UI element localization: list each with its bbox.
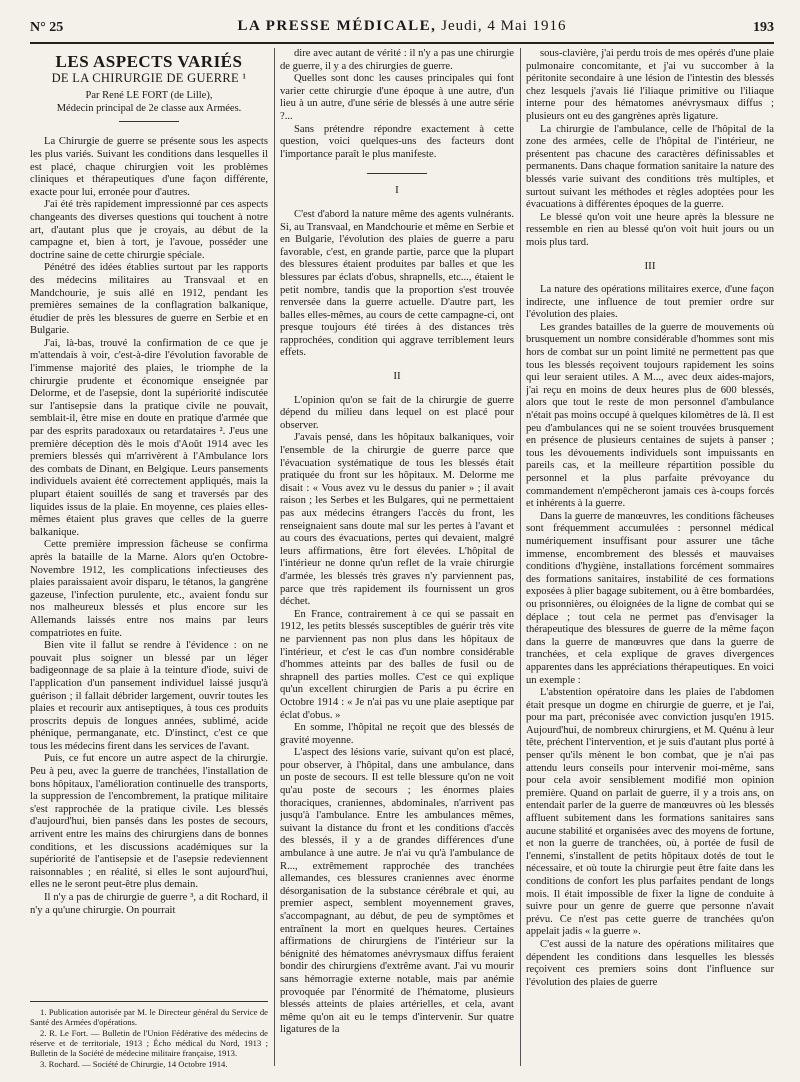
paragraph: L'opinion qu'on se fait de la chirurgie de guerre dépend du milieu dans lequel on est placé pour observer. (280, 394, 514, 431)
issue-date: Jeudi, 4 Mai 1916 (441, 18, 567, 34)
paragraph: En somme, l'hôpital ne reçoit que des blessés de gravité moyenne. (280, 722, 514, 746)
paragraph: Quelles sont donc les causes principales qui font varier cette chirurgie d'une époque à une autre, d'un lieu à un autre, d'une série de blessés à une autre série ?... (280, 73, 514, 122)
column-divider (520, 48, 521, 1066)
paragraph: J'avais pensé, dans les hôpitaux balkaniques, voir l'ensemble de la chirurgie de guerre parce que l'évacuation systématique de tous les blessés était pratiquée du front sur les hôpitaux. M. Delorme me disait : « Vous avez vu le dessus du panier » ; il avait raison ; les Serbes et les Bulgares, qui ne permettaient pas aux médecins étrangers l'accès du front, les renseignaient sans doute mal sur les pertes à l'avant et au cours des évacuations, pertes qui devaient, malgré leurs affirmations, être fort élevées. L'hôpital de l'intérieur ne donne qu'un reflet de la vraie chirurgie d'armée, les blessés très graves n'y parviennent pas, parce que très rapidement ils fournissent un gros déchet. (280, 432, 514, 608)
paragraph: C'est d'abord la nature même des agents vulnérants. Si, au Transvaal, en Mandchourie et même en Serbie et en Bulgarie, l'évolution des plaies de guerre a paru favorable, c'est, en grande partie, parce que la plupart des blessures étaient produites par balles et que les blessures par éclats d'obus, shrapnells, etc..., étaient le petit nombre, tandis que la proportion s'est trouvée renversée dans la guerre actuelle. D'autre part, les balles elles-mêmes, au cours de cette campagne-ci, ont presque toujours été tirées à des distances très rapprochées, condition qui aggrave terriblement leurs effets. (280, 208, 514, 359)
journal-page (30, 16, 774, 1070)
journal-title (30, 18, 774, 35)
column-1-text (30, 136, 268, 917)
paragraph: Puis, ce fut encore un autre aspect de la chirurgie. Peu à peu, avec la guerre de tranchées, l'installation de bons hôpitaux, l'amélioration continuelle des transports, la suppression de l'encombrement, la pratique militaire s'est rapprochée de la pratique civile. Les blessés d'aujourd'hui, bien pansés dans les postes de secours, arrivent entre les mains des chirurgiens dans de bonnes conditions, et les discussions académiques sur la supériorité de l'antisepsie et de l'asepsie redeviennent raisonnables ; en réalité, si elles le sont aujourd'hui, elles ne le seront peut-être plus demain. (30, 753, 268, 891)
column-2-text-c (280, 395, 514, 1037)
paragraph: J'ai, là-bas, trouvé la confirmation de ce que je m'attendais à voir, c'est-à-dire l'évolution favorable de l'immense majorité des plaies, le triomphe de la chirurgie prudente et économique enseignée par Delorme, et de l'asepsie, dont la supériorité indiscutée sur l'antisepsie dans la pratique civile ne pouvait, semblait-il, être mise en doute en pratique d'armée que par des esprits paradoxaux ou retardataires ². J'eus une première déception dès le mois d'Août 1914 avec les premiers blessés qui m'arrivèrent à l'Ambulance lors des combats de Dinant, en Belgique. Leurs pansements individuels avaient été correctement appliqués, mais la plupart étaient souillés de sang et traversés par des liquides issus de la plaie. En moyenne, ces plaies elles-mêmes étaient plus graves que celles de la guerre balkanique. (30, 337, 268, 538)
paragraph: L'aspect des lésions varie, suivant qu'on est placé, pour observer, à l'hôpital, dans une ambulance, dans un poste de secours. Il est telle blessure qu'on ne voit qu'au poste de secours ; les énormes plaies thoraciques, craniennes, abdominales, n'arrivent pas jusqu'à l'ambulance. Entre les ambulances mêmes, suivant la distance du front et les conditions d'accès des blessés, il y a de grandes différences d'une ambulance à une autre. Je n'ai vu qu'à l'ambulance de R..., extrêmement rapprochée des tranchées allemandes, ces blessures craniennes avec énorme désorganisation de la substance cérébrale et qui, au premier aspect, semblent moyennement graves, s'accompagnant, au début, de peu de symptômes et entraînent la mort en quelques heures. Certaines affirmations de chirurgiens de l'intérieur sur la bénignité des hématomes anévrysmaux diffus feraient bondir des chirurgiens d'extrême avant. J'ai vu mourir sans hémorragie externe notable, mais par anémie provoquée par l'énormité de l'hématome, plusieurs blessés atteints de plaies artérielles, et cela, avant même qu'on ait eu le temps d'intervenir. Sur quatre ligatures de la (280, 747, 514, 1036)
paragraph: Bien vite il fallut se rendre à l'évidence : on ne pouvait plus soigner un blessé par un léger badigeonnage de sa plaie à la teinture d'iode, suivi de l'application d'un pansement individuel laissé jusqu'à guérison ; il fallait débrider largement, ouvrir toutes les plaies et recourir aux antiseptiques, à tous ces produits proscrits depuis de longues années, sublimé, acide phénique, permanganate, etc. D'instinct, c'est ce que tous les médecins firent dans les services de l'avant. (30, 640, 268, 752)
column-3 (526, 48, 774, 1070)
footnote: 1. Publication autorisée par M. le Directeur général du Service de Santé des Armées d'opérations. (30, 1007, 268, 1027)
paragraph: Dans la guerre de manœuvres, les conditions fâcheuses sont fréquemment accumulées : personnel médical numériquement insuffisant pour assurer une tâche immense, encombrement des blessés et mauvaises conditions d'hygiène, installations forcément sommaires des formations sanitaires, instabilité de ces formations exposées à plier bagage subitement, ou à être bombardées, ou prisonnières, ou éloignées de la ligne de combat qui se déplace ; tout cela ne permet pas d'envisager la thérapeutique des blessures de guerre de la même façon dans la guerre de manœuvres que dans la guerre de tranchées, et cela explique de graves divergences apparentes dans les appréciations thérapeutiques. En voici un exemple : (526, 510, 774, 686)
paragraph: Cette première impression fâcheuse se confirma après la bataille de la Marne. Alors qu'en Octobre-Novembre 1912, les complications infectieuses des plaies paraissaient avoir disparu, le tétanos, la gangrène gazeuse, l'infection purulente, etc., avaient fondu sur nos malheureux blessés et plus encore sur les Allemands laissés entre nos mains par leurs compatriotes en fuite. (30, 539, 268, 639)
page-number: 193 (753, 20, 774, 35)
page-header (30, 16, 774, 44)
paragraph: Les grandes batailles de la guerre de mouvements où brusquement un nombre considérable d'hommes sont mis hors de combat sur un point limité ne permettent pas que tous les blessés reçoivent toujours rapidement les soins qui leur seraient utiles. A M..., avec deux aides-majors, j'ai reçu en moins de deux heures plus de 600 blessés, alors que tout le reste de mon personnel d'ambulance n'était pas moins occupé à quelques kilomètres de là. Il est peu d'ambulances qui ne se soient trouvées brusquement en présence de plusieurs centaines de sujets à panser ; tous les dévouements individuels sont impuissants en pareils cas, et la meilleure répartition possible du personnel et la plus parfaite prévoyance du commandement n'empêcheront jamais ces à-coups forcés et inhérents à la guerre. (526, 321, 774, 510)
paragraph: Le blessé qu'on voit une heure après la blessure ne ressemble en rien au blessé qu'on voit huit jours ou un mois plus tard. (526, 211, 774, 248)
article-title: LES ASPECTS VARIÉS (55, 52, 243, 71)
paragraph: La Chirurgie de guerre se présente sous les aspects les plus variés. Suivant les conditions dans lesquelles il est placé, chaque chirurgien voit les problèmes cliniques et thérapeutiques d'une façon différente, exacte pour lui, erronée pour d'autres. (30, 136, 268, 198)
article-author: Par René LE FORT (de Lille), (85, 90, 213, 102)
paragraph: C'est aussi de la nature des opérations militaires que dépendent les conditions dans lesquelles les blessés reçoivent ces premiers soins dont l'influence sur l'évolution des plaies de guerre (526, 938, 774, 988)
column-3-text-a (526, 48, 774, 250)
paragraph: La chirurgie de l'ambulance, celle de l'hôpital de la zone des armées, celle de l'hôpital de l'intérieur, ne présentent pas chacune des caractères définissables et permanents. Dans chaque formation sanitaire la nature des blessés varie suivant des conditions très multiples, et surtout suivant les méthodes et règles adoptées pour les évacuations à différentes époques de la guerre. (526, 123, 774, 211)
paragraph: dire avec autant de vérité : il n'y a pas une chirurgie de guerre, il y a des chirurgies de guerre. (280, 48, 514, 72)
paragraph: Il n'y a pas de chirurgie de guerre ³, a dit Rochard, il n'y a qu'une chirurgie. On pourrait (30, 892, 268, 916)
paragraph: Pénétré des idées établies surtout par les rapports des médecins militaires au Transvaal et en Mandchourie, je suis allé en 1912, pendant les premières semaines de la conflagration balkanique, étudier de près les blessures de guerre en Serbie et en Bulgarie. (30, 262, 268, 337)
column-1 (30, 48, 268, 1070)
section-heading-1: I (395, 184, 399, 197)
column-divider (274, 48, 275, 1066)
footnote: 3. Rochard. — Société de Chirurgie, 14 Octobre 1914. (40, 1059, 228, 1069)
article-body (30, 48, 774, 1070)
paragraph: La nature des opérations militaires exerce, d'une façon indirecte, une influence de tout premier ordre sur l'évolution des plaies. (526, 284, 774, 321)
paragraph: L'abstention opératoire dans les plaies de l'abdomen était presque un dogme en chirurgie de guerre, et je l'ai, pour ma part, préconisée avec conviction jusqu'en 1915. Aujourd'hui, de nombreux chirurgiens, et M. Quénu à leur tête, préchent l'intervention, et je suis d'autant plus porté à penser qu'ils mènent le bon combat, que je n'ai pas attendu leurs conseils pour intervenir moi-même, sans pour cela avoir sensiblement modifié mon opinion première. Quand on parlait de guerre, il y a trois ans, on entendait parler de la guerre de manœuvres où les blessés affluent subitement dans les formations sanitaires sans aucune stabilité et organisées avec des moyens de fortune, et non la guerre de tranchées, où, à portée de fusil de l'ennemi, s'installent de petits hôpitaux dotés de tout le nécessaire, et où toute la chirurgie peut être faite dans les conditions de confort les plus parfaites pendant de longs mois. Il était impossible de fixer la ligne de conduite à suivre pour un genre de guerre que personne n'avait prévu. Ce n'est pas cette guerre de tranchées qu'on appelait jadis « la guerre ». (526, 687, 774, 938)
title-rule (119, 121, 179, 122)
issue-number: N° 25 (30, 20, 64, 35)
article-subtitle: DE LA CHIRURGIE DE GUERRE ¹ (51, 70, 247, 85)
paragraph: Sans prétendre répondre exactement à cette question, voici quelques-uns des facteurs dont l'importance paraît le plus manifeste. (280, 123, 514, 160)
paragraph: sous-clavière, j'ai perdu trois de mes opérés d'une plaie pulmonaire concomitante, et j'ai vu succomber à la péritonite secondaire à une lésion de l'intestin des blessés chez lesquels j'avais lié l'iliaque primitive ou l'iliaque interne pour des hématomes anévrysmaux diffus ; plusieurs ont eu des gangrènes après ligature. (526, 48, 774, 122)
author-rank: Médecin principal de 2e classe aux Armées. (56, 102, 242, 114)
footnote: 2. R. Le Fort. — Bulletin de l'Union Fédérative des médecins de réserve et de territoriale, 1913 ; Écho médical du Nord, 1913 ; Bulletin de la Société de médecine militaire française, 1913. (30, 1028, 268, 1058)
column-3-text-b (526, 284, 774, 989)
section-heading-3: III (644, 259, 656, 272)
paragraph: En France, contrairement à ce qui se passait en 1912, les petits blessés susceptibles de guérir très vite ne parviennent pas non plus dans les hôpitaux de l'intérieur, et c'est le cas d'un nombre considérable d'hommes atteints par des balles de fusil ou de shrapnell des parties molles. C'est ce qui explique qu'un excellent chirurgien de Paris a pu écrire en Octobre 1914 : « Je n'ai pas vu une plaie aseptique par éclat d'obus. » (280, 608, 514, 721)
paragraph: J'ai été très rapidement impressionné par ces aspects changeants des diverses questions qui touchent à notre art, d'autant plus que je croyais, au début de la campagne et, bien à tort, je l'avoue, posséder une doctrine saine de cette chirurgie spéciale. (30, 199, 268, 261)
column-2 (280, 48, 514, 1070)
journal-name: LA PRESSE MÉDICALE, (237, 18, 437, 34)
column-2-text-a (280, 48, 514, 161)
section-heading-2: II (393, 370, 401, 383)
footnotes (30, 1001, 268, 1070)
section-rule (367, 173, 427, 174)
column-2-text-b (280, 209, 514, 360)
